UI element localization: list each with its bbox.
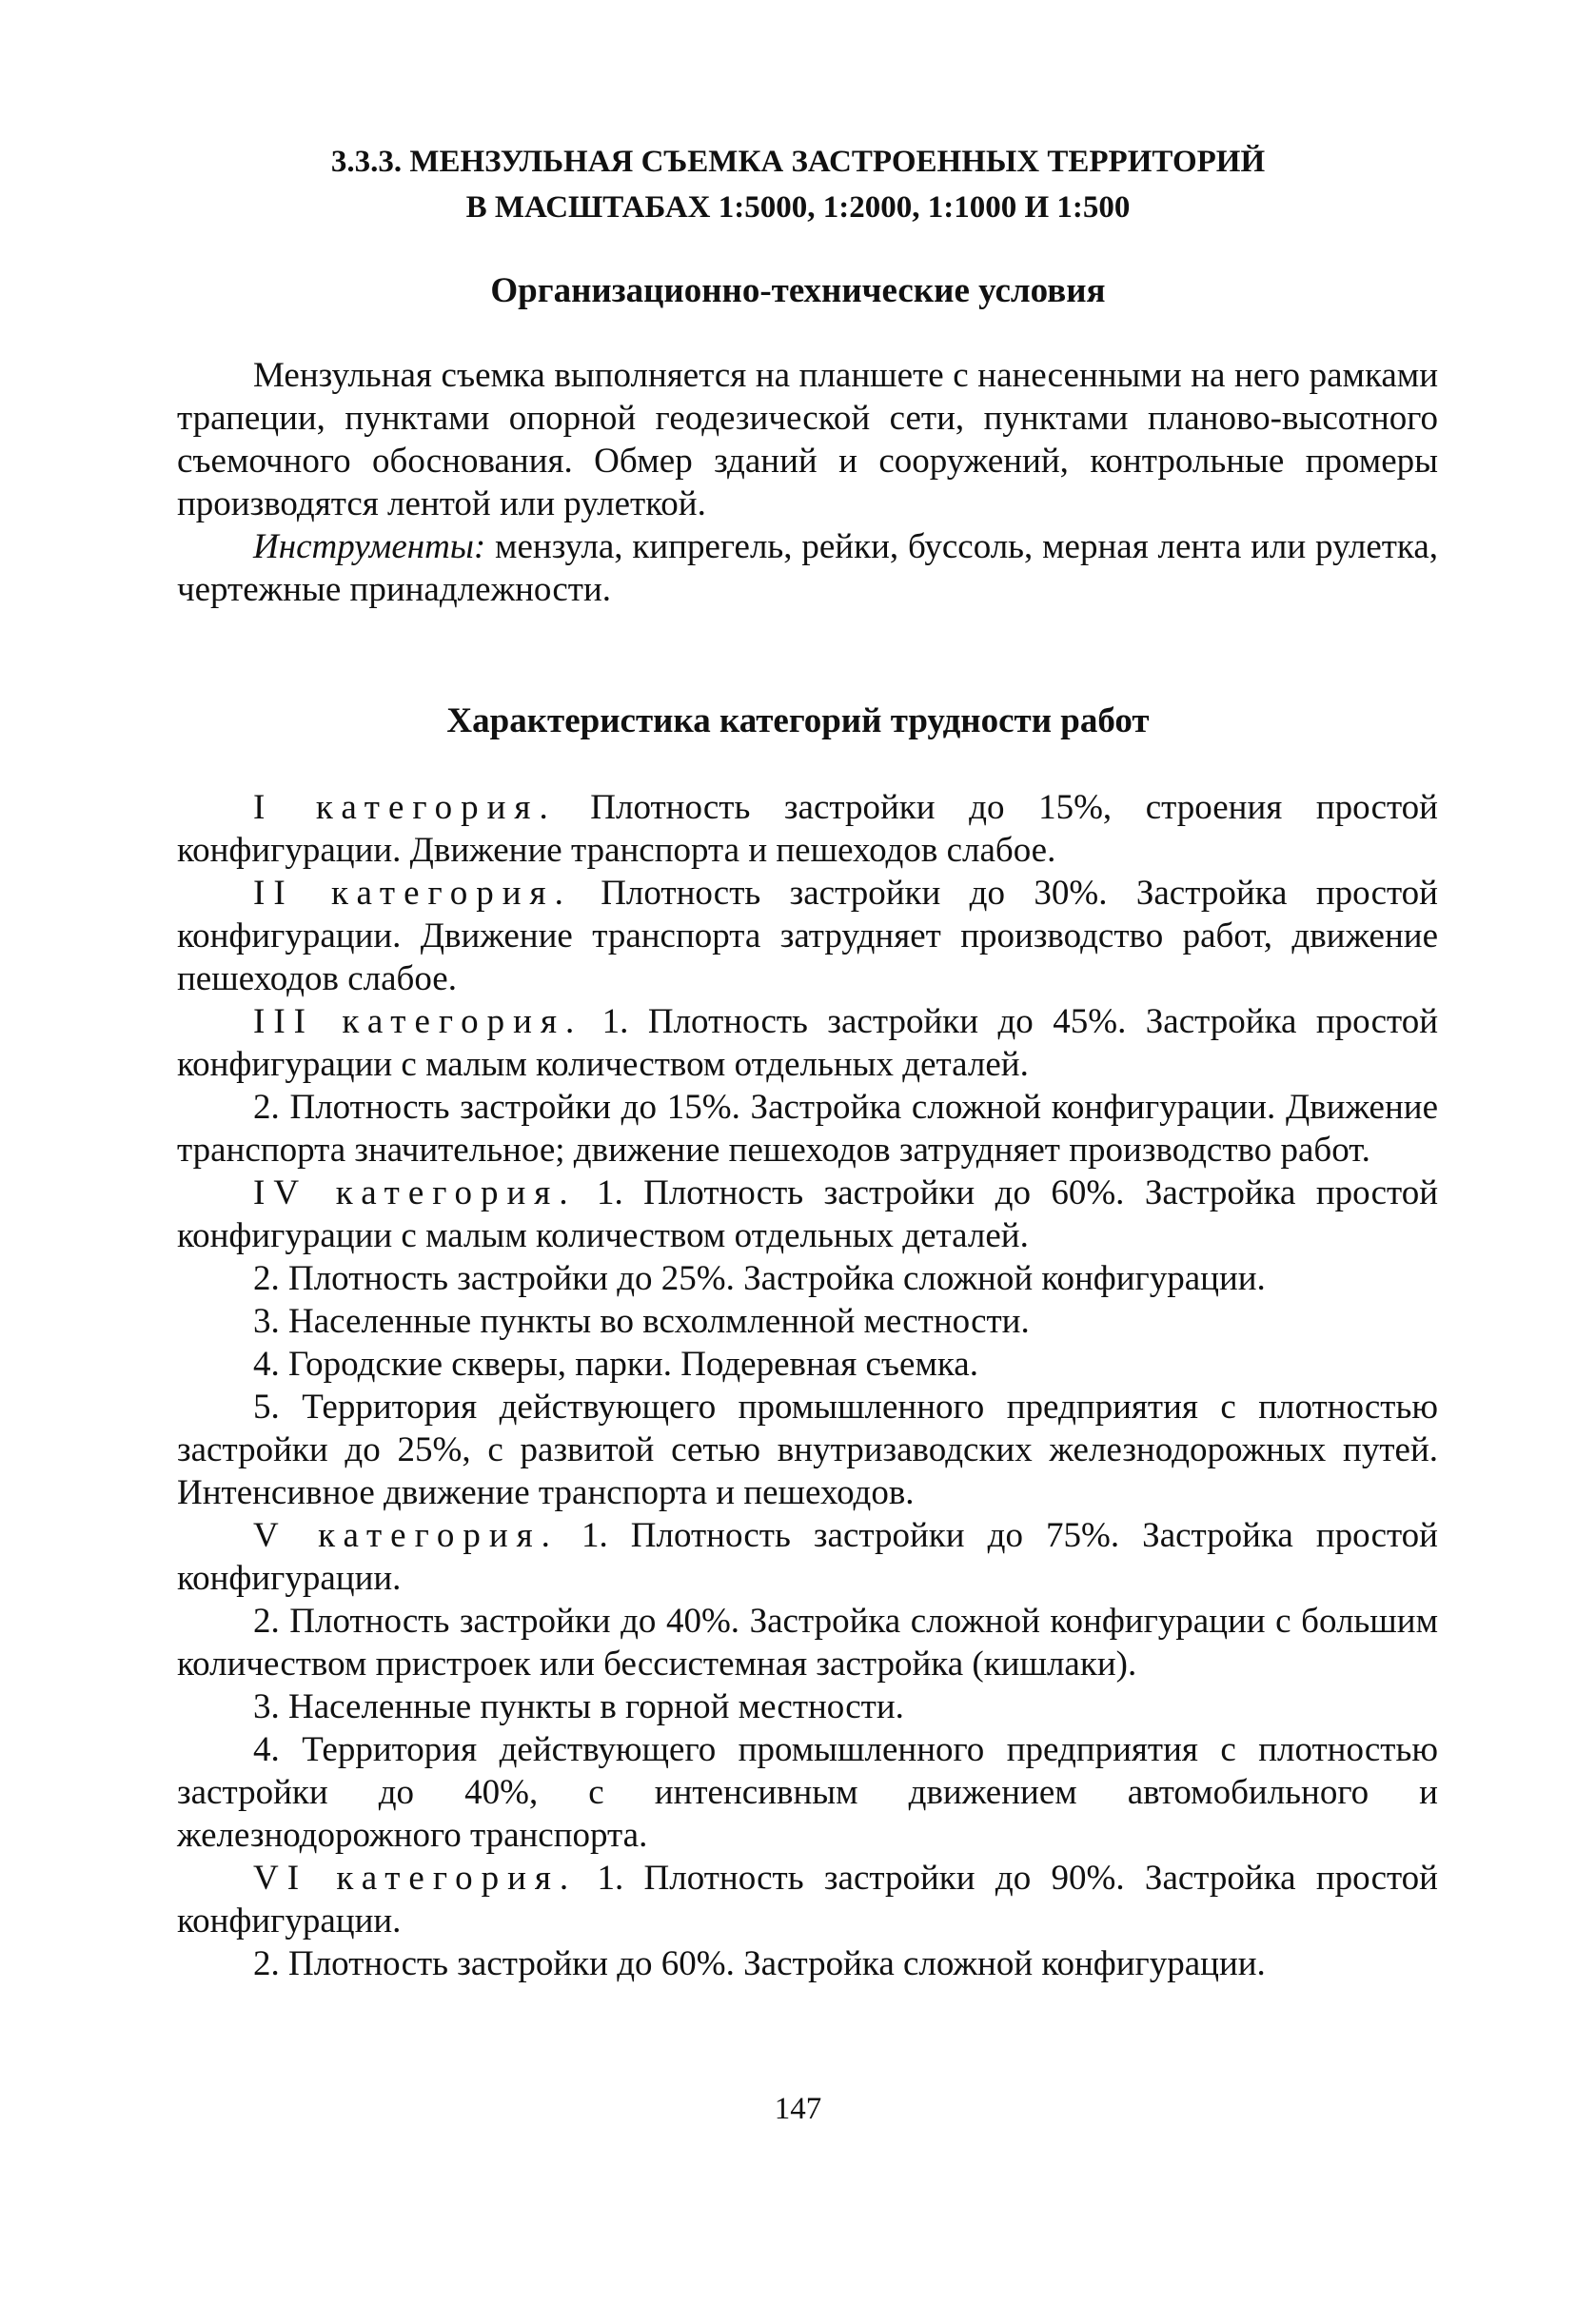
page-number: 147 bbox=[774, 2092, 822, 2126]
category-label: II категория. bbox=[253, 874, 572, 913]
conditions-paragraph: Мензульная съемка выполняется на планшете с нанесенными на него рамками трапеции, пунктами опорной геодезической сети, пунктами планово-высотного съемочного обоснования. Обмер зданий и сооружений, контрольные промеры производятся лентой или рулеткой. bbox=[177, 356, 1438, 523]
category-item bbox=[177, 1343, 1438, 1386]
category-text: 2. Плотность застройки до 60%. Застройка сложной конфигурации. bbox=[253, 1944, 1266, 1983]
category-text: 5. Территория действующего промышленного предприятия с плотностью застройки до 25%, с развитой сетью внутризаводских железнодорожных путей. Интенсивное движение транспорта и пешеходов. bbox=[177, 1388, 1438, 1512]
section-heading-conditions: Организационно-технические условия bbox=[490, 271, 1106, 310]
category-text: 1. Плотность застройки до 45%. Застройка простой конфигурации с малым количеством отдельных деталей. bbox=[177, 1002, 1438, 1084]
category-paragraph bbox=[177, 1514, 1438, 1600]
category-label: IV категория. bbox=[253, 1173, 577, 1212]
category-label: V категория. bbox=[253, 1516, 559, 1555]
conditions-text bbox=[177, 354, 1438, 611]
instruments-paragraph bbox=[177, 525, 1438, 611]
category-paragraph bbox=[177, 1000, 1438, 1086]
category-text: 1. Плотность застройки до 90%. Застройка простой конфигурации. bbox=[177, 1859, 1438, 1941]
category-label: I категория. bbox=[253, 788, 557, 827]
page-title-line-1: 3.3.3. МЕНЗУЛЬНАЯ СЪЕМКА ЗАСТРОЕННЫХ ТЕРРИТОРИЙ bbox=[330, 145, 1266, 179]
section-heading-categories: Характеристика категорий трудности работ bbox=[446, 701, 1150, 740]
instruments-text: мензула, кипрегель, рейки, буссоль, мерная лента или рулетка, чертежные принадлежности. bbox=[177, 527, 1438, 609]
page-title-line-2: В МАСШТАБАХ 1:5000, 1:2000, 1:1000 И 1:500 bbox=[465, 190, 1131, 225]
category-label: VI категория. bbox=[253, 1859, 578, 1898]
category-item bbox=[177, 1257, 1438, 1300]
category-paragraph bbox=[177, 1857, 1438, 1942]
category-item bbox=[177, 1942, 1438, 1985]
instruments-label: Инструменты: bbox=[253, 527, 486, 566]
category-text: 2. Плотность застройки до 25%. Застройка сложной конфигурации. bbox=[253, 1259, 1266, 1298]
category-text: 3. Населенные пункты в горной местности. bbox=[253, 1687, 904, 1726]
category-text: 4. Городские скверы, парки. Подеревная съемка. bbox=[253, 1345, 978, 1384]
category-item bbox=[177, 1386, 1438, 1514]
category-text: 4. Территория действующего промышленного предприятия с плотностью застройки до 40%, с интенсивным движением автомобильного и железнодорожного транспорта. bbox=[177, 1730, 1438, 1855]
category-text: 1. Плотность застройки до 75%. Застройка простой конфигурации. bbox=[177, 1516, 1438, 1598]
category-paragraph bbox=[177, 786, 1438, 872]
page-title bbox=[0, 139, 1596, 230]
category-item bbox=[177, 1086, 1438, 1172]
category-text: 1. Плотность застройки до 60%. Застройка простой конфигурации с малым количеством отдельных деталей. bbox=[177, 1173, 1438, 1255]
category-text: Плотность застройки до 15%, строения простой конфигурации. Движение транспорта и пешеходов слабое. bbox=[177, 788, 1438, 870]
category-item bbox=[177, 1685, 1438, 1728]
categories-text bbox=[177, 786, 1438, 1985]
category-item bbox=[177, 1300, 1438, 1343]
category-paragraph bbox=[177, 872, 1438, 1000]
category-text: 2. Плотность застройки до 40%. Застройка сложной конфигурации с большим количеством пристроек или бессистемная застройка (кишлаки). bbox=[177, 1602, 1438, 1684]
category-text: Плотность застройки до 30%. Застройка простой конфигурации. Движение транспорта затрудняет производство работ, движение пешеходов слабое. bbox=[177, 874, 1438, 998]
category-paragraph bbox=[177, 1172, 1438, 1257]
category-item bbox=[177, 1600, 1438, 1685]
category-text: 2. Плотность застройки до 15%. Застройка сложной конфигурации. Движение транспорта значительное; движение пешеходов затрудняет производство работ. bbox=[177, 1088, 1438, 1170]
category-item bbox=[177, 1728, 1438, 1857]
category-text: 3. Населенные пункты во всхолмленной местности. bbox=[253, 1302, 1030, 1341]
category-label: III категория. bbox=[253, 1002, 583, 1041]
